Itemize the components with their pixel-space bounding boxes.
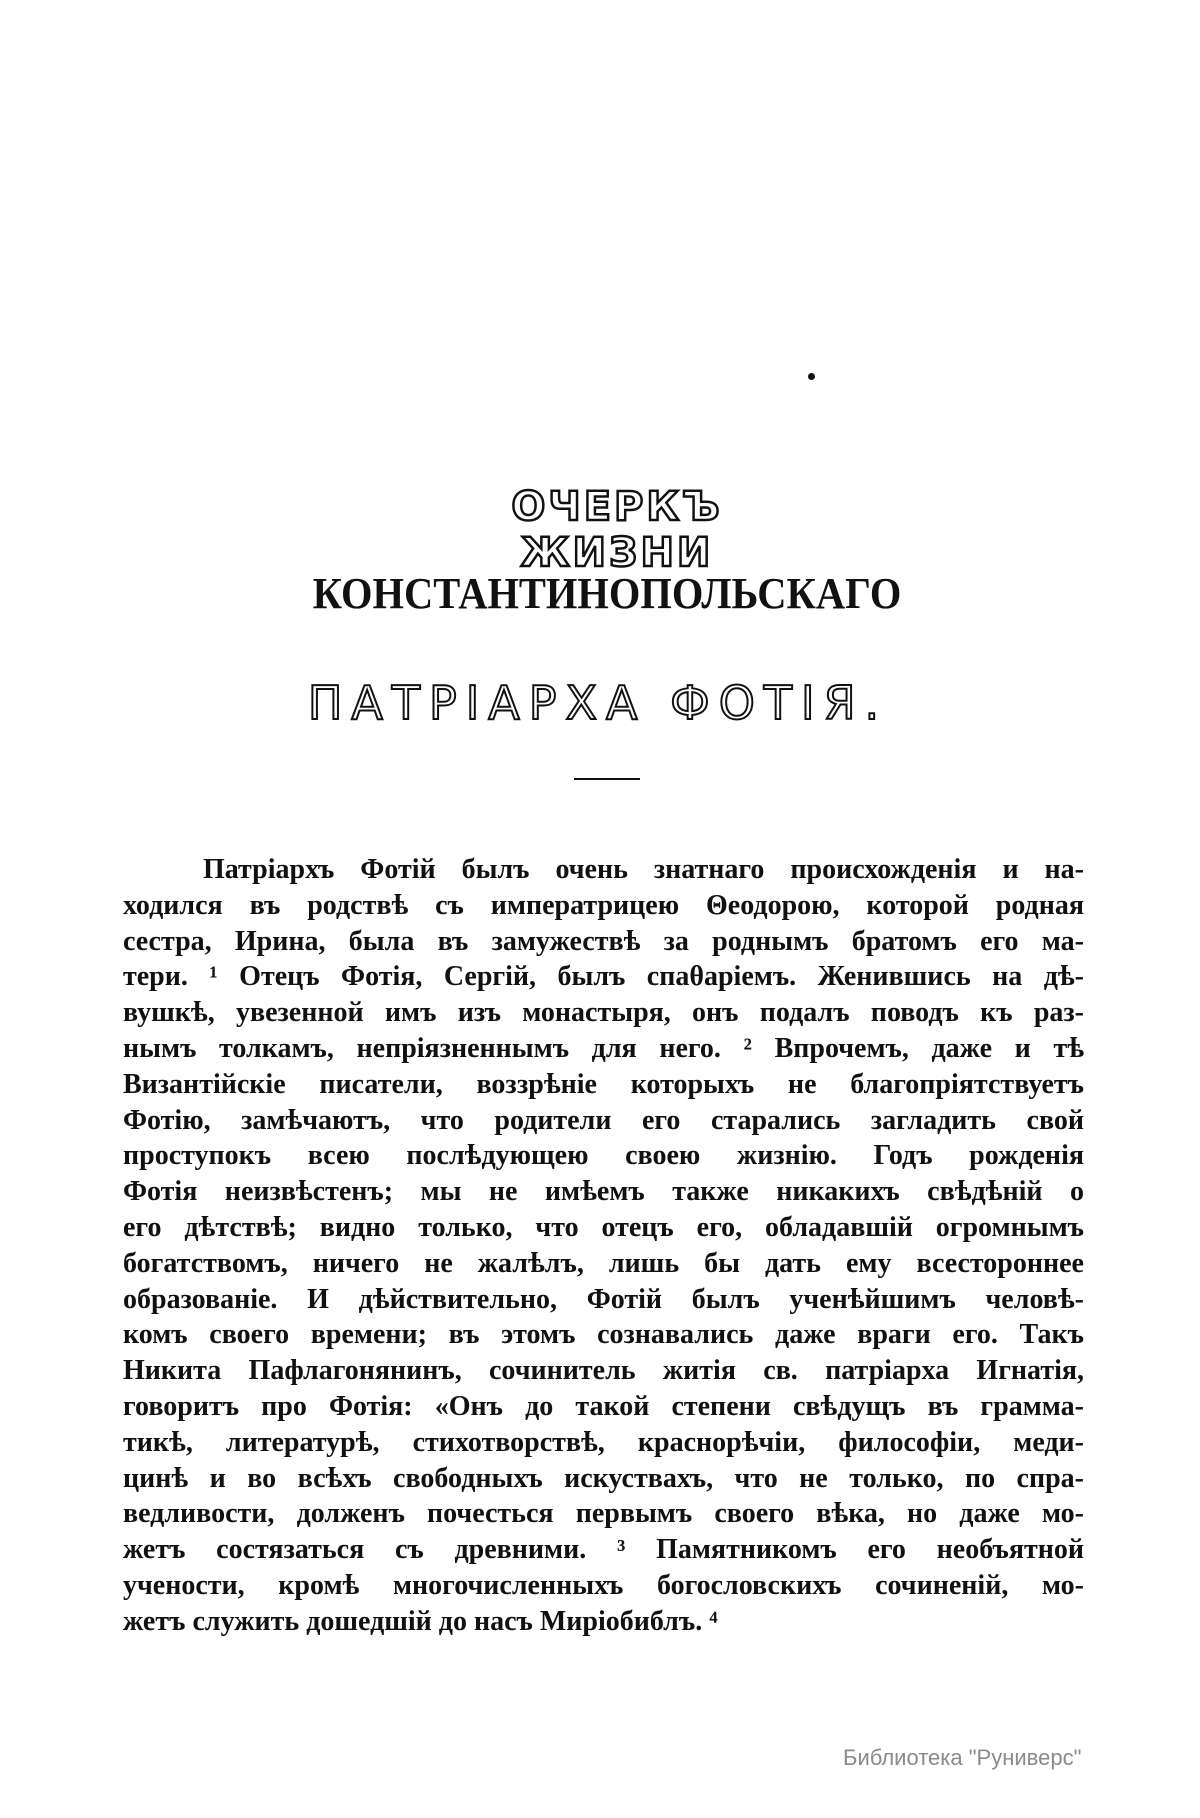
- printer-dot: [808, 373, 815, 380]
- title-divider: [574, 778, 640, 780]
- text-line: жетъ служить дошедшій до насъ Миріобиблъ. ⁴: [123, 1605, 718, 1637]
- text-line: жетъ состязаться съ древними. ³ Памятникомъ его необъятной: [123, 1534, 1084, 1566]
- text-line: учености, кромѣ многочисленныхъ богословскихъ сочиненій, мо-: [123, 1569, 1084, 1601]
- text-line: тери. ¹ Отецъ Фотія, Сергій, былъ спаθаріемъ. Женившись на дѣ-: [123, 961, 1084, 993]
- text-line: сестра, Ирина, была въ замужествѣ за роднымъ братомъ его ма-: [123, 925, 1084, 957]
- text-line: вушкѣ, увезенной имъ изъ монастыря, онъ подалъ поводъ къ раз-: [123, 997, 1084, 1029]
- text-line: богатствомъ, ничего не жалѣлъ, лишь бы дать ему всестороннее: [123, 1247, 1084, 1279]
- text-line: образованіе. И дѣйствительно, Фотій былъ ученѣйшимъ человѣ-: [123, 1283, 1084, 1315]
- text-line: нымъ толкамъ, непріязненнымъ для него. ² Впрочемъ, даже и тѣ: [123, 1032, 1084, 1064]
- text-line: Никита Пафлагонянинъ, сочинитель житія св. патріарха Игнатія,: [123, 1355, 1084, 1387]
- text-line: Византійскіе писатели, воззрѣніе которыхъ не благопріятствуетъ: [123, 1068, 1084, 1100]
- text-line: говоритъ про Фотія: «Онъ до такой степени свѣдущъ въ грамма-: [123, 1390, 1084, 1422]
- library-watermark: Библиотека "Руниверс": [843, 1745, 1082, 1770]
- body-text: [123, 852, 1084, 1640]
- text-line: ведливости, долженъ почесться первымъ своего вѣка, но даже мо-: [123, 1498, 1084, 1530]
- text-line: проступокъ всею послѣдующею своею жизнію. Годъ рожденія: [123, 1140, 1084, 1172]
- title-line-1: ОЧЕРКЪ ЖИЗНИ: [511, 484, 723, 576]
- text-line: Фотія неизвѣстенъ; мы не имѣемъ также никакихъ свѣдѣній о: [123, 1176, 1084, 1208]
- text-line: цинѣ и во всѣхъ свободныхъ искуствахъ, что не только, по спра-: [123, 1462, 1084, 1494]
- text-line: комъ своего времени; въ этомъ сознавались даже враги его. Такъ: [123, 1319, 1084, 1351]
- text-line: Фотію, замѣчаютъ, что родители его старались загладить свой: [123, 1104, 1084, 1136]
- text-line: его дѣтствѣ; видно только, что отецъ его, обладавшій огромнымъ: [123, 1211, 1084, 1243]
- text-line: Патріархъ Фотій былъ очень знатнаго происхожденія и на-: [203, 854, 1084, 885]
- text-line: тикѣ, литературѣ, стихотворствѣ, краснорѣчіи, философіи, меди-: [123, 1426, 1084, 1458]
- title-line-2: КОНСТАНТИНОПОЛЬСКАГО: [312, 569, 902, 618]
- title-line-3: ПАТРІАРХА ФОТІЯ.: [307, 676, 889, 730]
- text-line: ходился въ родствѣ съ императрицею Θеодорою, которой родная: [123, 889, 1084, 921]
